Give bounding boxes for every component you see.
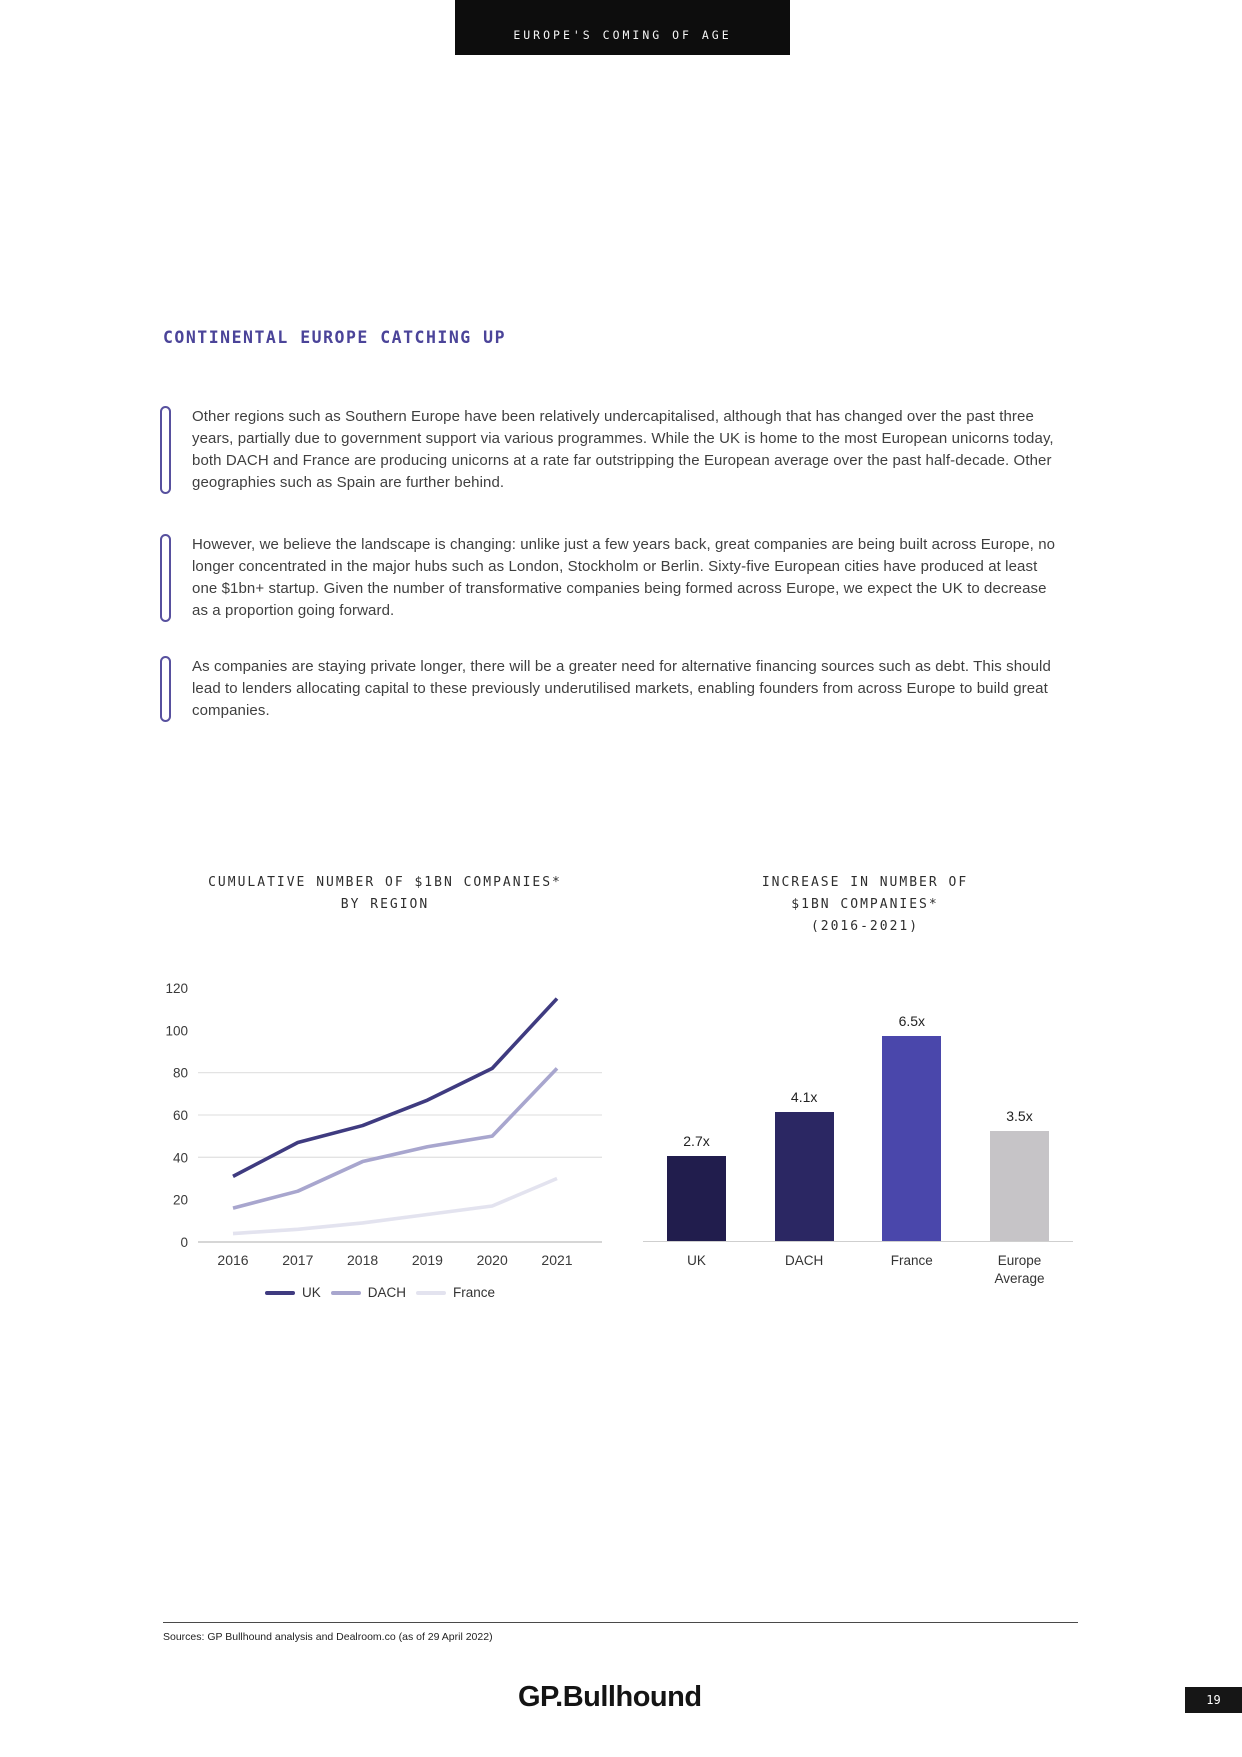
bar-value-label: 6.5x [898, 1013, 926, 1030]
line-chart-title [160, 872, 610, 916]
bar-category-label [858, 1252, 965, 1288]
y-tick-label: 60 [172, 1107, 188, 1123]
x-tick-label: 2017 [282, 1252, 314, 1268]
bar-chart-title-line3: (2016-2021) [810, 919, 920, 934]
bar-chart-title-line1: INCREASE IN NUMBER OF [761, 875, 969, 890]
bar-column-france [858, 1013, 965, 1241]
bar-category-label [966, 1252, 1073, 1288]
bar-france [882, 1036, 941, 1241]
bar-chart-title-line2: $1BN COMPANIES* [791, 897, 939, 912]
bar-value-label: 3.5x [1006, 1107, 1033, 1124]
line-chart-title-line1: CUMULATIVE NUMBER OF $1BN COMPANIES* [208, 875, 562, 890]
page-number-badge [1185, 1687, 1242, 1713]
bar-chart-title [640, 872, 1090, 938]
bar-category-label [751, 1252, 858, 1288]
paragraph-block-3 [160, 656, 1070, 722]
x-tick-label: 2018 [347, 1252, 379, 1268]
x-tick-label: 2016 [217, 1252, 249, 1268]
paragraph-text: As companies are staying private longer, there will be a greater need for alternative financing sources such as debt. This should lead to lenders allocating capital to these previously underutilised markets, enabling founders from across Europe to build great companies. [192, 658, 1051, 719]
legend-item-france [416, 1285, 495, 1300]
bar-chart-x-labels [643, 1252, 1073, 1288]
bar-category-label-text: UK [687, 1253, 706, 1268]
y-tick-label: 40 [172, 1150, 188, 1166]
bar-category-label-text: France [890, 1253, 933, 1268]
gp-bullhound-logo: GP.Bullhound [518, 1681, 702, 1713]
legend-line-swatch-icon [265, 1291, 295, 1295]
legend-item-dach [331, 1285, 406, 1300]
cumulative-unicorns-line-chart [150, 968, 610, 1298]
bar-category-label-text: DACH [785, 1253, 824, 1268]
legend-label: France [453, 1285, 496, 1300]
paragraph-bracket-icon [160, 406, 171, 494]
bar-column-dach [751, 1089, 858, 1241]
series-line-dach [233, 1068, 557, 1208]
y-tick-label: 20 [172, 1192, 188, 1208]
paragraph-block-1 [160, 406, 1070, 494]
legend-label: UK [301, 1285, 321, 1300]
x-tick-label: 2020 [476, 1252, 508, 1268]
bar-europe-average [990, 1131, 1049, 1241]
bar-column-europe-average [966, 1108, 1073, 1241]
y-tick-label: 120 [165, 980, 188, 996]
unicorn-increase-bar-chart [643, 990, 1073, 1242]
bar-dach [775, 1112, 834, 1241]
section-title: CONTINENTAL EUROPE CATCHING UP [163, 328, 507, 347]
paragraph-bracket-icon [160, 534, 171, 622]
paragraph-bracket-icon [160, 656, 171, 722]
y-tick-label: 0 [180, 1235, 188, 1250]
bar-value-label: 4.1x [790, 1088, 818, 1105]
paragraph-block-2 [160, 534, 1070, 622]
page-header-title: EUROPE'S COMING OF AGE [513, 27, 732, 42]
footer-divider [163, 1622, 1078, 1623]
page-number: 19 [1206, 1693, 1221, 1707]
paragraph-text: However, we believe the landscape is changing: unlike just a few years back, great companies are being built across Europe, no longer concentrated in the major hubs such as London, Stockholm or Berlin. Sixty-five European cities have produced at least one $1bn+ startup. Given the number of transformative companies being formed across Europe, we expect the UK to decrease as a proportion going forward. [192, 536, 1056, 619]
legend-line-swatch-icon [331, 1291, 361, 1295]
page-header-banner [455, 0, 790, 55]
y-tick-label: 100 [165, 1023, 188, 1039]
legend-item-uk [265, 1285, 321, 1300]
line-chart-title-line2: BY REGION [340, 897, 430, 912]
x-tick-label: 2021 [541, 1252, 573, 1268]
bar-category-label [643, 1252, 750, 1288]
paragraph-text: Other regions such as Southern Europe have been relatively undercapitalised, although that has changed over the past three years, partially due to government support via various programmes. While the UK is home to the most European unicorns today, both DACH and France are producing unicorns at a rate far outstripping the European average over the past half-decade. Other geographies such as Spain are further behind. [192, 408, 1054, 491]
bar-value-label: 2.7x [683, 1132, 710, 1149]
legend-label: DACH [367, 1285, 406, 1300]
series-line-france [233, 1178, 557, 1233]
x-tick-label: 2019 [411, 1252, 443, 1268]
legend-line-swatch-icon [416, 1291, 446, 1295]
bar-category-label-text: Europe Average [994, 1253, 1045, 1286]
series-line-uk [233, 999, 557, 1177]
y-tick-label: 80 [172, 1065, 188, 1081]
line-chart-legend [150, 1285, 610, 1300]
bar-uk [667, 1156, 726, 1241]
bar-column-uk [643, 1133, 750, 1241]
source-note: Sources: GP Bullhound analysis and Dealroom.co (as of 29 April 2022) [163, 1631, 493, 1643]
